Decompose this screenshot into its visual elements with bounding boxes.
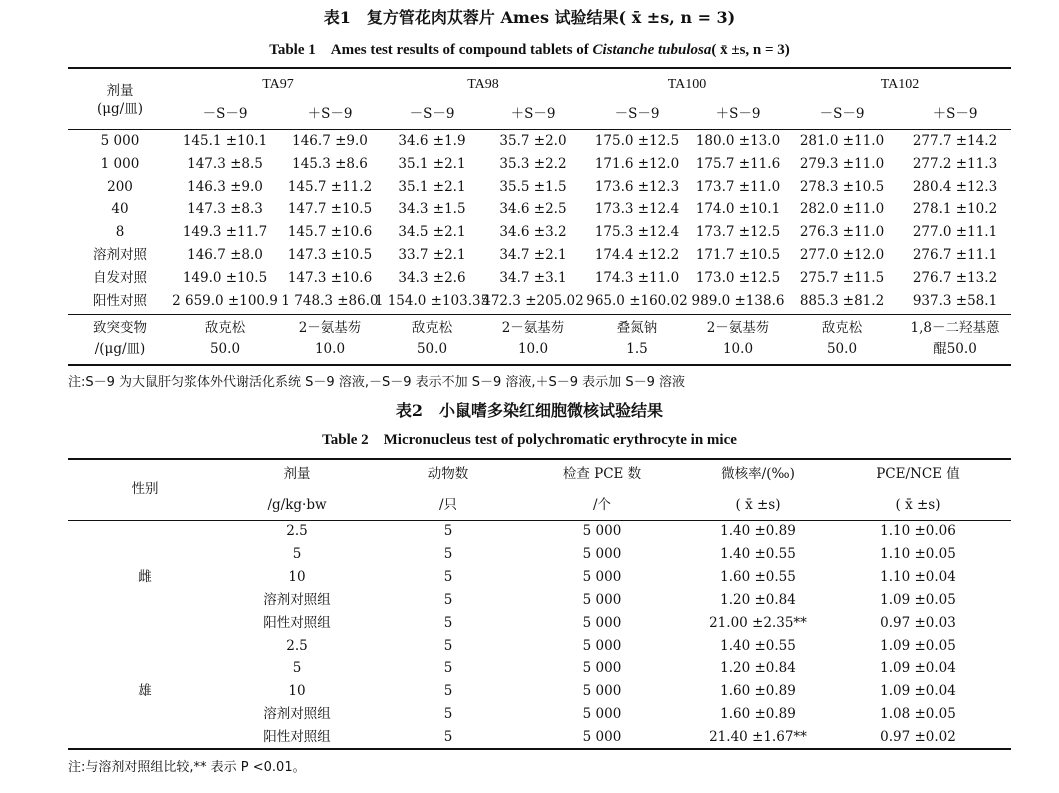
table2-cell-ratio: 0.97 ±0.02 [880, 729, 956, 746]
table2-cell-pce: 5 000 [582, 568, 622, 585]
table1-cell: 180.0 ±13.0 [695, 133, 781, 149]
table1-cell: 145.7 ±10.6 [287, 224, 373, 241]
table2-cell-rate: 1.60 ±0.55 [720, 568, 796, 585]
table1-subheader: －S－9 [202, 106, 248, 122]
table2-cell-animals: 5 [443, 614, 453, 631]
table2-cell-pce: 5 000 [582, 683, 622, 700]
table1-cell: 278.1 ±10.2 [912, 201, 998, 218]
table1-row-label: 阳性对照 [93, 292, 147, 309]
table1-cell: 173.0 ±12.5 [695, 269, 781, 286]
table1-mutagen-name: 2－氨基芴 [706, 320, 770, 336]
table2-cell-ratio: 1.09 ±0.04 [880, 683, 956, 700]
table1-mutagen-rule [68, 314, 1011, 315]
table1-subheader: －S－9 [819, 106, 865, 122]
table2-title-cn: 表2 小鼠嗜多染红细胞微核试验结果 [395, 401, 664, 420]
table1-row-label: 5 000 [100, 133, 140, 149]
table2-cell-dose: 5 [292, 545, 302, 562]
table1-mutagen-dose: 10.0 [314, 341, 346, 357]
table1-cell: 885.3 ±81.2 [799, 292, 885, 309]
table2-header-line2: /g/kg·bw [267, 497, 327, 513]
table2-cell-animals: 5 [443, 545, 453, 562]
table1-cell: 35.3 ±2.2 [499, 155, 567, 172]
table1-cell: 174.3 ±11.0 [594, 269, 680, 286]
table1-strain-ta100: TA100 [667, 77, 707, 92]
table1-cell: 277.7 ±14.2 [912, 133, 998, 149]
table1-subheader: －S－9 [614, 106, 660, 122]
table1-cell: 989.0 ±138.6 [691, 292, 785, 309]
table1-subheader: －S－9 [409, 106, 455, 122]
table2-cell-dose: 阳性对照组 [263, 729, 331, 746]
table1-row-label: 溶剂对照 [93, 247, 147, 263]
table1-top-rule [68, 67, 1011, 69]
table1-cell: 965.0 ±160.02 [586, 292, 688, 309]
table1-cell: 34.5 ±2.1 [398, 224, 466, 241]
table2-header-line2: ( x̄ ±s) [735, 497, 781, 513]
table1-cell: 149.0 ±10.5 [182, 269, 268, 286]
table2-cell-dose: 2.5 [286, 637, 308, 654]
table1-strain-ta98: TA98 [467, 77, 499, 92]
table1-cell: 275.7 ±11.5 [799, 269, 885, 286]
table1-cell: 149.3 ±11.7 [182, 224, 268, 241]
table2-cell-ratio: 1.09 ±0.05 [880, 591, 956, 608]
table1-cell: 282.0 ±11.0 [799, 201, 885, 218]
table1-note: 注:S－9 为大鼠肝匀浆体外代谢活化系统 S－9 溶液,－S－9 表示不加 S－9 溶液,＋S－9 表示加 S－9 溶液 [68, 375, 685, 390]
table1-cell: 281.0 ±11.0 [799, 133, 885, 149]
table1-cell: 33.7 ±2.1 [398, 247, 466, 263]
table2-cell-ratio: 1.08 ±0.05 [880, 706, 956, 723]
table1-mutagen-name: 1,8－二羟基蒽 [910, 320, 1000, 336]
table1-subheader: ＋S－9 [715, 106, 761, 122]
table1-cell: 175.3 ±12.4 [594, 224, 680, 241]
table1-subheader: ＋S－9 [510, 106, 556, 122]
table1-cell: 146.7 ±9.0 [292, 133, 368, 149]
table2-cell-ratio: 0.97 ±0.03 [880, 614, 956, 631]
table2-cell-rate: 1.60 ±0.89 [720, 683, 796, 700]
table2-header-line2: /只 [438, 497, 458, 513]
table1-cell: 175.0 ±12.5 [594, 133, 680, 149]
table2-note: 注:与溶剂对照组比较,** 表示 P <0.01。 [68, 760, 306, 775]
table1-mutagen-label-line2: /(μg/皿) [94, 341, 146, 357]
table2-cell-rate: 1.60 ±0.89 [720, 706, 796, 723]
table2-cell-rate: 1.20 ±0.84 [720, 660, 796, 677]
table2-cell-dose: 阳性对照组 [263, 614, 331, 631]
table1-row-label: 自发对照 [93, 269, 147, 286]
table2-header-line1: 剂量 [283, 466, 311, 482]
table1-cell: 279.3 ±11.0 [799, 155, 885, 172]
table2-cell-rate: 21.40 ±1.67** [709, 729, 807, 746]
table1-cell: 34.6 ±3.2 [499, 224, 567, 241]
table1-cell: 34.3 ±2.6 [398, 269, 466, 286]
table1-cell: 472.3 ±205.02 [482, 292, 584, 309]
table2-header-line2: /个 [592, 497, 612, 513]
table2-header-line1: 检查 PCE 数 [562, 466, 642, 482]
table2-cell-dose: 2.5 [286, 523, 308, 539]
table1-cell: 276.7 ±11.1 [912, 247, 998, 263]
table1-bottom-rule [68, 364, 1011, 366]
table1-strain-ta97: TA97 [262, 77, 294, 92]
table2-cell-rate: 1.40 ±0.89 [720, 523, 796, 539]
table1-cell: 173.7 ±12.5 [695, 224, 781, 241]
table2-cell-animals: 5 [443, 706, 453, 723]
table2-header-line1: 动物数 [427, 466, 469, 482]
table1-cell: 35.1 ±2.1 [398, 155, 466, 172]
table2-cell-animals: 5 [443, 637, 453, 654]
table2-cell-animals: 5 [443, 568, 453, 585]
table2-cell-dose: 5 [292, 660, 302, 677]
table2-cell-animals: 5 [443, 729, 453, 746]
table1-row-label: 200 [107, 178, 133, 195]
table1-cell: 276.7 ±13.2 [912, 269, 998, 286]
table1-cell: 34.7 ±3.1 [499, 269, 567, 286]
table1-cell: 147.7 ±10.5 [287, 201, 373, 218]
table2-cell-pce: 5 000 [582, 729, 622, 746]
table1-mutagen-dose: 醌50.0 [933, 341, 977, 357]
table2-cell-rate: 1.40 ±0.55 [720, 637, 796, 654]
table2-cell-ratio: 1.10 ±0.06 [880, 523, 956, 539]
table2-cell-dose: 10 [288, 568, 306, 585]
table1-cell: 175.7 ±11.6 [695, 155, 781, 172]
table2-cell-pce: 5 000 [582, 614, 622, 631]
table2-top-rule [68, 458, 1011, 460]
table2-cell-dose: 溶剂对照组 [263, 591, 331, 608]
table2-cell-animals: 5 [443, 591, 453, 608]
table1-row-label: 8 [115, 224, 125, 241]
table2-cell-animals: 5 [443, 660, 453, 677]
table1-cell: 174.0 ±10.1 [695, 201, 781, 218]
table1-mutagen-dose: 50.0 [826, 341, 858, 357]
table2-header-rule [68, 520, 1011, 521]
table2-cell-animals: 5 [443, 683, 453, 700]
table1-cell: 1 748.3 ±86.0 [281, 292, 379, 309]
table1-title-cn: 表1 复方管花肉苁蓉片 Ames 试验结果( x̄ ±s, n = 3) [323, 8, 736, 27]
table2-cell-pce: 5 000 [582, 706, 622, 723]
table1-dose-header-line2: (μg/皿) [97, 101, 143, 117]
table1-cell: 147.3 ±10.5 [287, 247, 373, 263]
table1-mutagen-dose: 10.0 [517, 341, 549, 357]
table1-cell: 145.3 ±8.6 [292, 155, 368, 172]
table1-mutagen-name: 2－氨基芴 [501, 320, 565, 336]
table2-title-en: Table 2 Micronucleus test of polychromatic erythrocyte in mice [322, 432, 737, 448]
table1-mutagen-label-line1: 致突变物 [93, 320, 147, 336]
table2-cell-pce: 5 000 [582, 545, 622, 562]
table1-header-rule [68, 129, 1011, 130]
table1-cell: 278.3 ±10.5 [799, 178, 885, 195]
table1-cell: 171.6 ±12.0 [594, 155, 680, 172]
table1-row-label: 1 000 [100, 155, 140, 172]
table1-mutagen-name: 敌克松 [204, 320, 246, 336]
table2-cell-ratio: 1.09 ±0.04 [880, 660, 956, 677]
table1-cell: 34.7 ±2.1 [499, 247, 567, 263]
table1-cell: 34.6 ±2.5 [499, 201, 567, 218]
table1-cell: 35.7 ±2.0 [499, 133, 567, 149]
table1-cell: 277.2 ±11.3 [912, 155, 998, 172]
table1-cell: 35.1 ±2.1 [398, 178, 466, 195]
table1-title-en-suffix: ( x̄ ±s, n = 3) [711, 42, 790, 58]
table2-cell-pce: 5 000 [582, 637, 622, 654]
table2-cell-dose: 10 [288, 683, 306, 700]
table1-mutagen-dose: 10.0 [722, 341, 754, 357]
table1-cell: 280.4 ±12.3 [912, 178, 998, 195]
table2-cell-rate: 1.20 ±0.84 [720, 591, 796, 608]
table1-mutagen-dose: 50.0 [209, 341, 241, 357]
table1-title-en-prefix: Table 1 Ames test results of compound tablets of [269, 42, 593, 58]
table1-subheader: ＋S－9 [307, 106, 353, 122]
table1-cell: 937.3 ±58.1 [912, 292, 998, 309]
table1-cell: 1 154.0 ±103.35 [374, 292, 490, 309]
table2-bottom-rule [68, 748, 1011, 750]
table1-subheader: ＋S－9 [932, 106, 978, 122]
table2-cell-rate: 21.00 ±2.35** [709, 614, 807, 631]
table2-sex-label: 雌 [138, 568, 152, 585]
table2-cell-pce: 5 000 [582, 660, 622, 677]
table1-mutagen-name: 叠氮钠 [616, 320, 658, 336]
table1-mutagen-dose: 1.5 [626, 341, 648, 357]
table1-cell: 173.3 ±12.4 [594, 201, 680, 218]
table2-header-line1: PCE/NCE 值 [876, 466, 960, 482]
table1-cell: 34.3 ±1.5 [398, 201, 466, 218]
table1-cell: 145.1 ±10.1 [182, 133, 268, 149]
table1-cell: 173.6 ±12.3 [594, 178, 680, 195]
table2-cell-dose: 溶剂对照组 [263, 706, 331, 723]
table1-dose-header-line1: 剂量 [106, 83, 134, 99]
table1-cell: 173.7 ±11.0 [695, 178, 781, 195]
table2-cell-pce: 5 000 [582, 591, 622, 608]
table1-cell: 147.3 ±10.6 [287, 269, 373, 286]
table2-header-line2: ( x̄ ±s) [895, 497, 941, 513]
table1-row-label: 40 [111, 201, 129, 218]
table2-cell-animals: 5 [443, 523, 453, 539]
table1-cell: 147.3 ±8.5 [187, 155, 263, 172]
table1-cell: 2 659.0 ±100.9 [172, 292, 278, 309]
table1-title-en-species: Cistanche tubulosa [592, 42, 712, 58]
table2-cell-ratio: 1.09 ±0.05 [880, 637, 956, 654]
table1-mutagen-name: 2－氨基芴 [298, 320, 362, 336]
table1-cell: 35.5 ±1.5 [499, 178, 567, 195]
table2-cell-pce: 5 000 [582, 523, 622, 539]
table1-mutagen-name: 敌克松 [411, 320, 453, 336]
table1-cell: 277.0 ±12.0 [799, 247, 885, 263]
table1-cell: 146.3 ±9.0 [187, 178, 263, 195]
table2-header-sex: 性别 [131, 481, 159, 497]
table1-cell: 146.7 ±8.0 [187, 247, 263, 263]
table1-cell: 34.6 ±1.9 [398, 133, 466, 149]
table1-cell: 145.7 ±11.2 [287, 178, 373, 195]
table2-cell-rate: 1.40 ±0.55 [720, 545, 796, 562]
table2-header-line1: 微核率/(‰) [721, 466, 795, 482]
table2-cell-ratio: 1.10 ±0.04 [880, 568, 956, 585]
table1-mutagen-name: 敌克松 [821, 320, 863, 336]
table1-cell: 276.3 ±11.0 [799, 224, 885, 241]
table2-cell-ratio: 1.10 ±0.05 [880, 545, 956, 562]
table1-cell: 147.3 ±8.3 [187, 201, 263, 218]
table1-cell: 277.0 ±11.1 [912, 224, 998, 241]
table2-sex-label: 雄 [138, 683, 152, 700]
table1-title-en [0, 38, 1059, 59]
table1-cell: 171.7 ±10.5 [695, 247, 781, 263]
table1-mutagen-dose: 50.0 [416, 341, 448, 357]
table1-cell: 174.4 ±12.2 [594, 247, 680, 263]
table1-strain-ta102: TA102 [880, 77, 920, 92]
